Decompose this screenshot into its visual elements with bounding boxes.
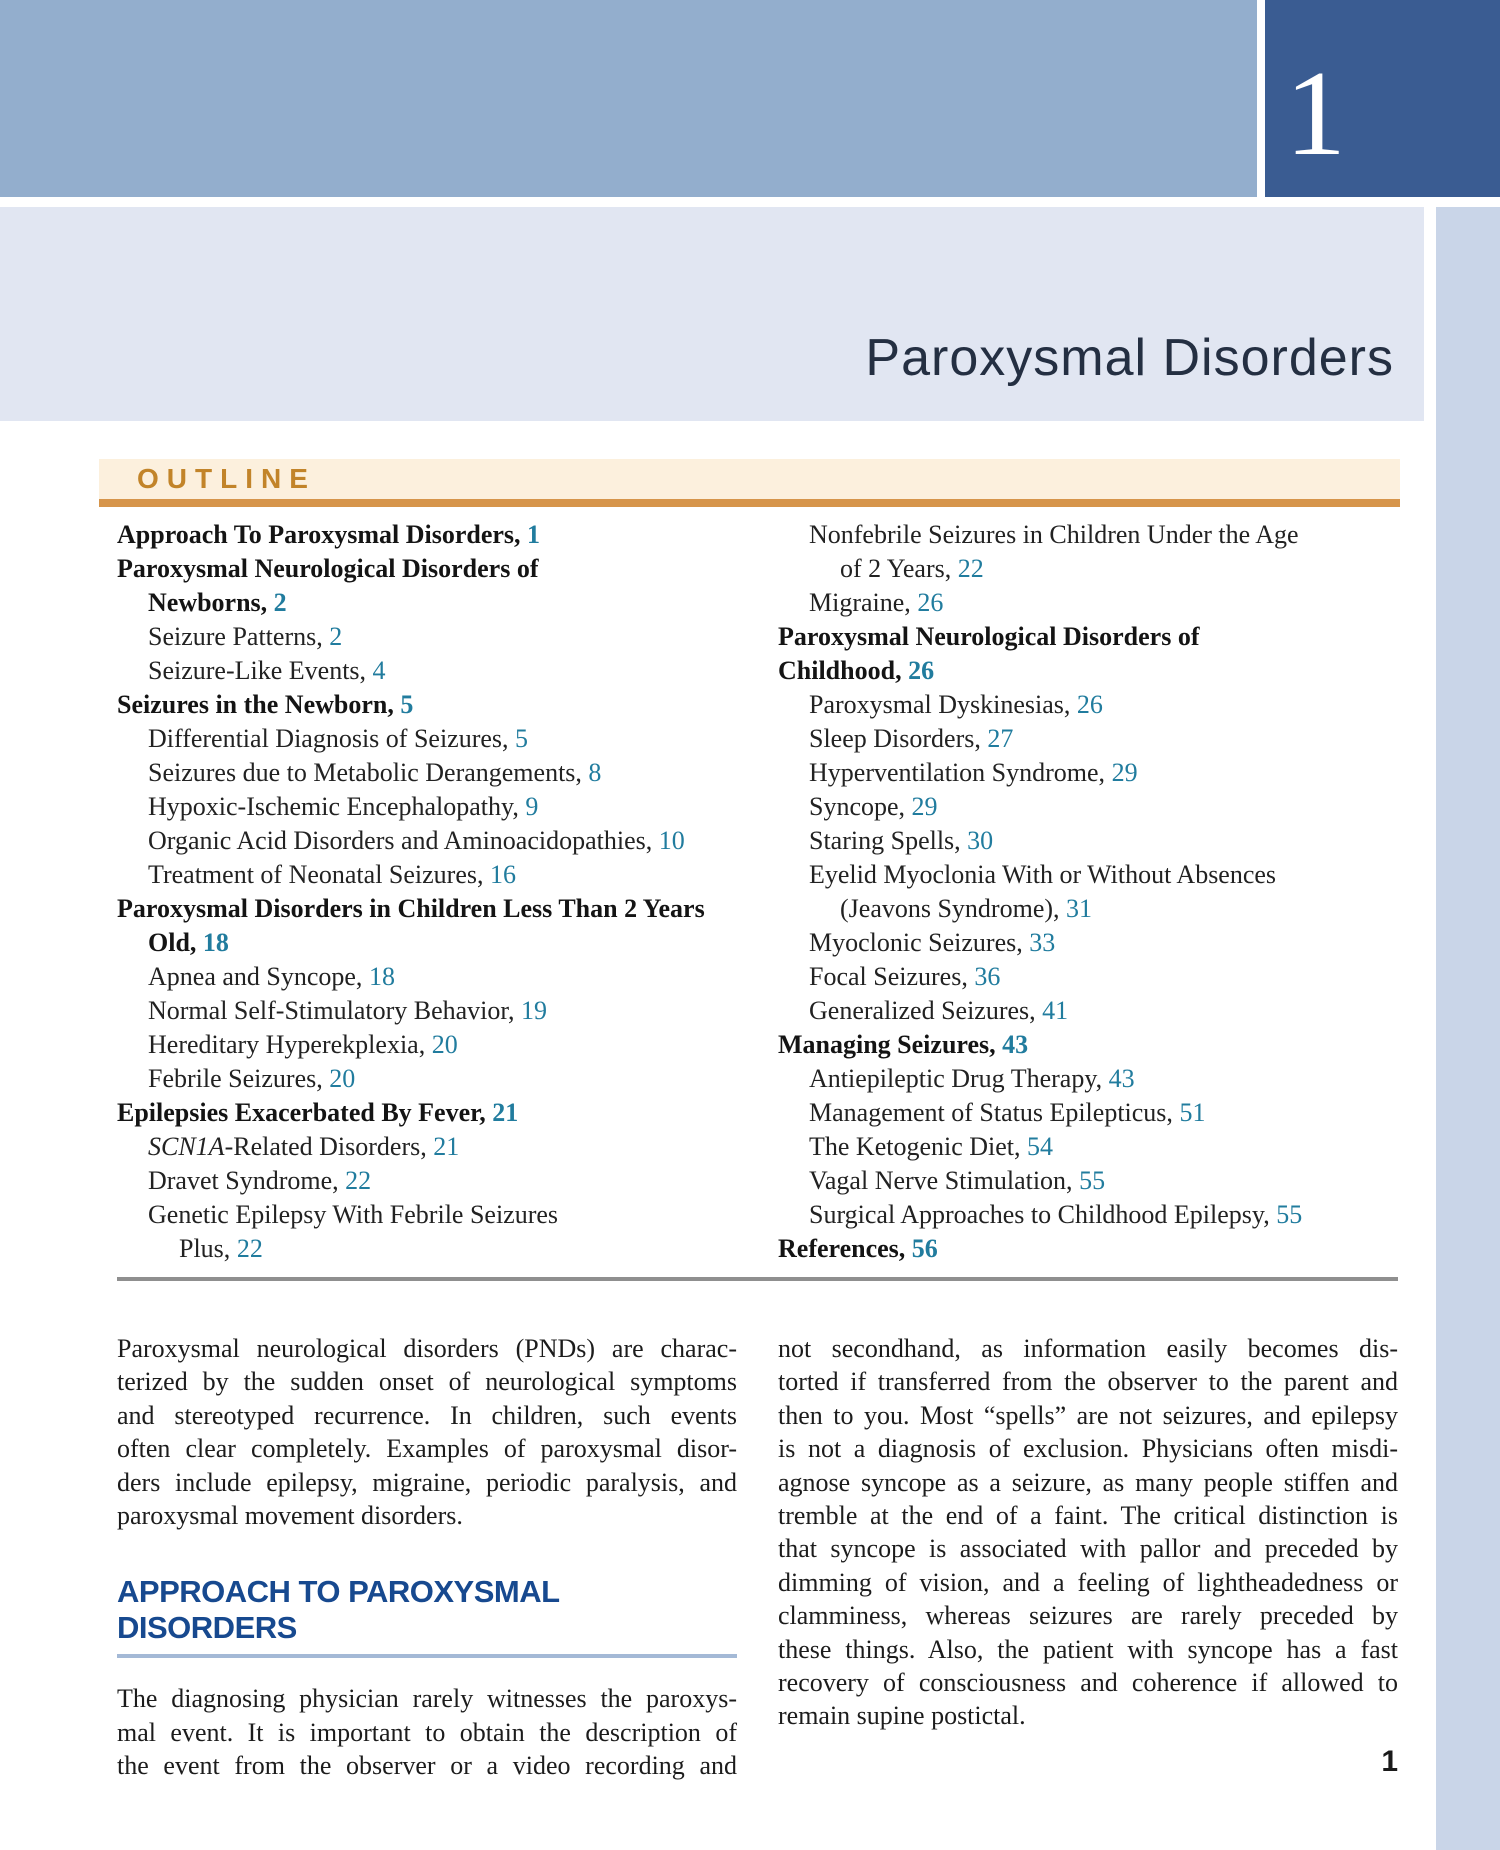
page-ref: 5 <box>515 724 529 753</box>
page-ref: 43 <box>1108 1064 1135 1093</box>
body-line: recovery of consciousness and coherence if allowed to <box>778 1668 1398 1698</box>
body-line: often clear completely. Examples of paroxysmal disor- <box>117 1434 737 1464</box>
outline-entry: Generalized Seizures, 41 <box>809 996 1069 1025</box>
page-ref: 10 <box>658 826 685 855</box>
gene-name-italic: SCN1A <box>148 1132 225 1161</box>
outline-entry: Normal Self-Stimulatory Behavior, 19 <box>148 996 548 1025</box>
body-line: remain supine postictal. <box>778 1701 1026 1731</box>
outline-entry: Paroxysmal Dyskinesias, 26 <box>809 690 1103 719</box>
outline-divider-rule <box>117 1277 1398 1281</box>
body-line: is not a diagnosis of exclusion. Physicians often misdi- <box>778 1434 1398 1464</box>
body-line: not secondhand, as information easily becomes dis- <box>778 1334 1398 1363</box>
page-ref: 41 <box>1042 996 1069 1025</box>
page-ref: 30 <box>967 826 994 855</box>
chapter-number: 1 <box>1285 46 1346 181</box>
outline-entry: Hyperventilation Syndrome, 29 <box>809 758 1138 787</box>
outline-entry: Eyelid Myoclonia With or Without Absences <box>809 860 1277 889</box>
page-ref: 51 <box>1179 1098 1206 1127</box>
page-ref: 9 <box>525 792 539 821</box>
page-ref: 33 <box>1029 928 1056 957</box>
outline-entry: Paroxysmal Neurological Disorders of <box>778 622 1200 651</box>
outline-entry: Management of Status Epilepticus, 51 <box>809 1098 1206 1127</box>
page-ref: 18 <box>368 962 395 991</box>
page-ref: 22 <box>345 1166 372 1195</box>
outline-entry: Treatment of Neonatal Seizures, 16 <box>148 860 516 889</box>
outline-entry: Seizures due to Metabolic Derangements, 8 <box>148 758 602 787</box>
page-ref: 20 <box>329 1064 356 1093</box>
outline-entry: Paroxysmal Disorders in Children Less Than 2 Years <box>117 894 705 923</box>
outline-entry: Genetic Epilepsy With Febrile Seizures <box>148 1200 559 1229</box>
page-ref: 2 <box>273 588 287 617</box>
body-line: torted if transferred from the observer to the parent and <box>778 1367 1398 1397</box>
body-text <box>117 1332 1398 1783</box>
page-ref: 29 <box>911 792 938 821</box>
body-line: and stereotyped recurrence. In children, such events <box>117 1400 737 1430</box>
paragraph <box>117 1682 737 1782</box>
outline-entry: Differential Diagnosis of Seizures, 5 <box>148 724 529 753</box>
outline-entry: Antiepileptic Drug Therapy, 43 <box>809 1064 1135 1093</box>
outline-entry: Hereditary Hyperekplexia, 20 <box>148 1030 458 1059</box>
page-ref: 20 <box>431 1030 458 1059</box>
outline-entry: Focal Seizures, 36 <box>809 962 1001 991</box>
page-ref: 2 <box>329 622 343 651</box>
page-ref: 55 <box>1276 1200 1303 1229</box>
outline-right-column <box>778 518 1398 1266</box>
page-ref: 21 <box>433 1132 460 1161</box>
outline-left-column <box>117 518 737 1266</box>
section-heading: APPROACH TO PAROXYSMAL DISORDERS <box>117 1574 737 1658</box>
page-ref: 21 <box>492 1098 519 1127</box>
outline-entry: Paroxysmal Neurological Disorders of <box>117 554 539 583</box>
body-right-column <box>778 1332 1398 1783</box>
page-ref: 29 <box>1111 758 1138 787</box>
outline-entry: Organic Acid Disorders and Aminoacidopathies, 10 <box>148 826 685 855</box>
outline-entry: Newborns, 2 <box>148 588 287 617</box>
body-line: that syncope is associated with pallor and preceded by <box>778 1534 1398 1564</box>
body-line: these things. Also, the patient with syncope has a fast <box>778 1634 1398 1664</box>
body-line: Paroxysmal neurological disorders (PNDs) are charac- <box>117 1334 737 1363</box>
outline-entry: Febrile Seizures, 20 <box>148 1064 356 1093</box>
outline-entry: SCN1A-Related Disorders, 21 <box>148 1132 460 1161</box>
outline-entry: Old, 18 <box>148 928 229 957</box>
outline-entry: Hypoxic-Ischemic Encephalopathy, 9 <box>148 792 539 821</box>
outline-entry: Plus, 22 <box>179 1234 263 1263</box>
page-ref: 26 <box>908 656 935 685</box>
outline-entry: Epilepsies Exacerbated By Fever, 21 <box>117 1098 519 1127</box>
page-ref: 19 <box>521 996 548 1025</box>
outline-entry: Seizures in the Newborn, 5 <box>117 690 414 719</box>
outline-banner <box>99 459 1400 499</box>
page-ref: 16 <box>490 860 516 889</box>
chapter-title: Paroxysmal Disorders <box>865 329 1394 387</box>
outline-entry: Surgical Approaches to Childhood Epilepsy, 55 <box>809 1200 1303 1229</box>
page-ref: 27 <box>987 724 1014 753</box>
page-ref: 26 <box>1076 690 1103 719</box>
outline-entry: Approach To Paroxysmal Disorders, 1 <box>117 520 541 549</box>
top-banner <box>0 0 1257 197</box>
paragraph <box>117 1332 737 1532</box>
outline-entry: Managing Seizures, 43 <box>778 1030 1029 1059</box>
outline-entry: References, 56 <box>778 1234 938 1263</box>
page-ref: 26 <box>917 588 944 617</box>
body-line: terized by the sudden onset of neurological symptoms <box>117 1367 737 1397</box>
chapter-title-band <box>0 207 1424 421</box>
body-line: then to you. Most “spells” are not seizures, and epilepsy <box>778 1400 1398 1430</box>
outline-entry: Nonfebrile Seizures in Children Under the Age <box>809 520 1299 549</box>
page-ref: 4 <box>372 656 386 685</box>
body-line: tremble at the end of a faint. The critical distinction is <box>778 1501 1398 1531</box>
outline-underline-rule <box>99 499 1400 507</box>
body-line: agnose syncope as a seizure, as many people stiffen and <box>778 1467 1398 1497</box>
outline-entry: Staring Spells, 30 <box>809 826 994 855</box>
body-line: The diagnosing physician rarely witnesses the paroxys- <box>117 1684 737 1714</box>
outline-entry: Seizure-Like Events, 4 <box>148 656 386 685</box>
chapter-number-box <box>1265 0 1500 197</box>
outline-entry: Apnea and Syncope, 18 <box>148 962 395 991</box>
page-ref: 22 <box>957 554 984 583</box>
body-left-column <box>117 1332 737 1783</box>
body-line: clamminess, whereas seizures are rarely preceded by <box>778 1601 1398 1631</box>
page-ref: 55 <box>1079 1166 1106 1195</box>
page-ref: 22 <box>236 1234 263 1263</box>
outline-entry: (Jeavons Syndrome), 31 <box>840 894 1093 923</box>
page-ref: 56 <box>911 1234 938 1263</box>
page-ref: 43 <box>1002 1030 1029 1059</box>
outline-entry: Dravet Syndrome, 22 <box>148 1166 372 1195</box>
outline-entry: Myoclonic Seizures, 33 <box>809 928 1056 957</box>
outline-list <box>117 518 1398 1266</box>
paragraph <box>778 1332 1398 1733</box>
page-number: 1 <box>1381 1745 1398 1778</box>
outline-entry: Vagal Nerve Stimulation, 55 <box>809 1166 1106 1195</box>
page-ref: 18 <box>202 928 229 957</box>
page-ref: 8 <box>588 758 602 787</box>
outline-entry: of 2 Years, 22 <box>840 554 984 583</box>
body-line: mal event. It is important to obtain the description of <box>117 1717 737 1747</box>
body-line: ders include epilepsy, migraine, periodic paralysis, and <box>117 1467 737 1497</box>
page-edge-strip <box>1436 207 1500 1850</box>
page-ref: 5 <box>400 690 414 719</box>
page-ref: 36 <box>974 962 1001 991</box>
body-line: paroxysmal movement disorders. <box>117 1501 463 1531</box>
outline-heading: OUTLINE <box>137 463 316 494</box>
outline-entry: Sleep Disorders, 27 <box>809 724 1014 753</box>
outline-entry: Migraine, 26 <box>809 588 944 617</box>
outline-entry: The Ketogenic Diet, 54 <box>809 1132 1054 1161</box>
outline-entry: Seizure Patterns, 2 <box>148 622 343 651</box>
page-ref: 31 <box>1066 894 1093 923</box>
page-ref: 54 <box>1027 1132 1054 1161</box>
outline-entry: Syncope, 29 <box>809 792 938 821</box>
page-ref: 1 <box>527 520 541 549</box>
outline-entry: Childhood, 26 <box>778 656 935 685</box>
body-line: dimming of vision, and a feeling of lightheadedness or <box>778 1567 1398 1597</box>
body-line: the event from the observer or a video recording and <box>117 1751 737 1781</box>
